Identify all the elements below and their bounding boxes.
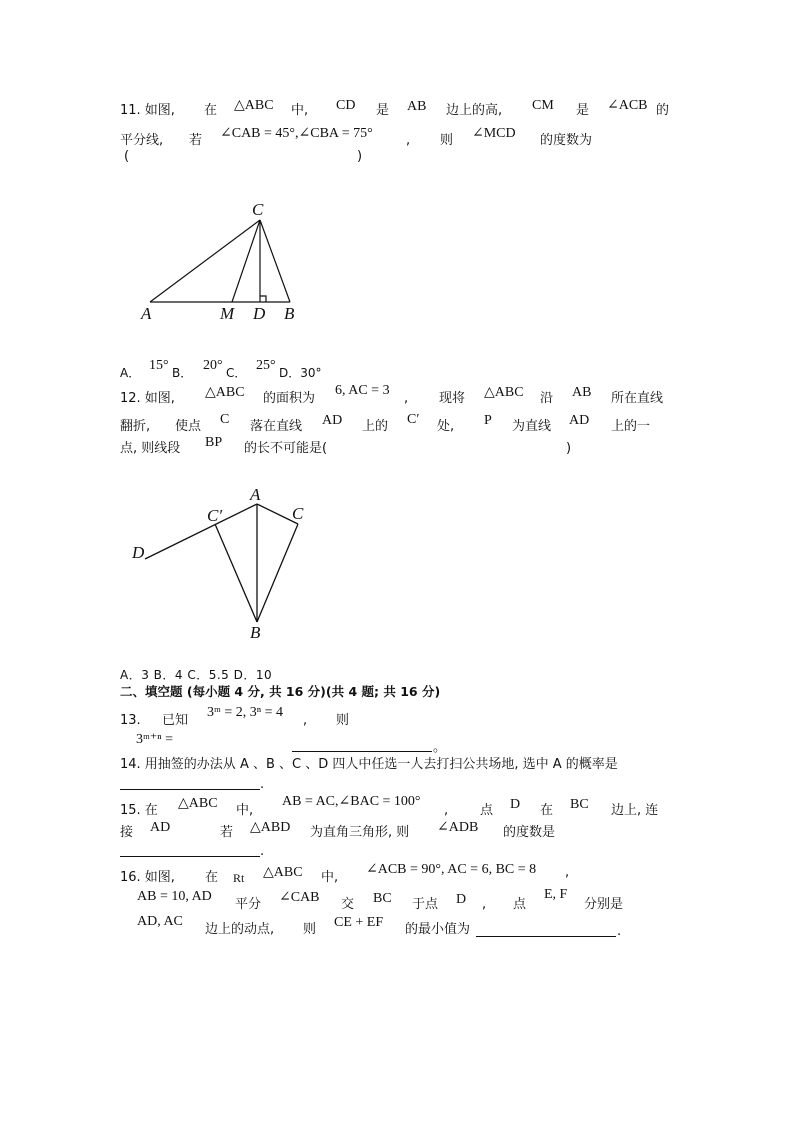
q12-triangle-abc: △ABC	[205, 385, 245, 400]
q11-text-ze: 则	[440, 133, 454, 148]
q11-choice-d: D．30°	[279, 366, 322, 380]
segment-cprime-b	[215, 524, 257, 622]
q11-choice-c-value: 25°	[256, 358, 276, 373]
q16-triangle-abc: △ABC	[263, 865, 303, 880]
q13-number: 13.	[120, 713, 141, 728]
q11-comma: ,	[406, 133, 411, 148]
q12-label-d: D	[132, 543, 145, 562]
q15-text-jie: 接	[120, 825, 134, 840]
q16-condition-2: AB = 10, AD	[137, 889, 212, 904]
q16-rt: Rt	[233, 871, 245, 885]
line-da	[145, 504, 257, 559]
q14-text: 14. 用抽签的办法从 A 、B 、C 、D 四人中任选一人去打扫公共场地, 选中 A 的概率是	[120, 757, 618, 772]
q12-triangle-abc-2: △ABC	[484, 385, 524, 400]
q12-text-luozai: 落在直线	[250, 419, 303, 434]
q11-paren-open: (	[124, 149, 130, 164]
q16-end: .	[617, 924, 622, 939]
q15-text-dian: 点	[480, 803, 494, 818]
q16-text-yudian: 于点	[412, 897, 439, 912]
q15-text-bianshang: 边上, 连	[611, 803, 659, 818]
q16-text-zhong: 中,	[321, 870, 339, 885]
q16-bc: BC	[373, 891, 392, 906]
q16-text-zuixiao: 的最小值为	[405, 922, 471, 937]
q11-cd: CD	[336, 98, 356, 113]
q16-angle-cab: ∠CAB	[279, 890, 320, 905]
q15-text-dushu: 的度数是	[503, 825, 556, 840]
q12-value: 6, AC = 3	[335, 383, 390, 398]
q11-text-ruo: 若	[189, 133, 203, 148]
q12-text-changdu: 的长不可能是(	[244, 441, 328, 456]
q11-angle-mcd: ∠MCD	[472, 126, 516, 141]
q12-text-shangde: 上的	[362, 419, 389, 434]
q15-text-zai: 在	[540, 803, 554, 818]
q12-text-shidian: 使点	[175, 419, 202, 434]
q16-d: D	[456, 892, 467, 907]
q12-ad: AD	[322, 413, 343, 428]
segment-cb	[257, 524, 298, 622]
q12-number: 12. 如图,	[120, 391, 175, 406]
q15-angle-adb: ∠ADB	[437, 820, 479, 835]
q16-condition: ∠ACB = 90°, AC = 6, BC = 8	[366, 862, 537, 877]
q11-paren-close: )	[357, 149, 363, 164]
q11-choice-a-value: 15°	[149, 358, 169, 373]
q12-paren-close: )	[566, 441, 572, 456]
q11-text-bian-gao: 边上的高,	[446, 103, 503, 118]
q16-text-pingfen: 平分	[235, 897, 262, 912]
q11-condition: ∠CAB = 45°,∠CBA = 75°	[220, 126, 373, 141]
q15-text-zhijiao: 为直角三角形, 则	[310, 825, 410, 840]
q13-text-ze: 则	[336, 713, 350, 728]
q11-label-a: A	[141, 304, 152, 323]
q12-ab: AB	[572, 385, 592, 400]
q12-text-suozai: 所在直线	[611, 391, 664, 406]
q16-ce-plus-ef: CE + EF	[334, 915, 384, 930]
q16-text-dian: 点	[513, 897, 527, 912]
q16-text-fenbie: 分别是	[584, 897, 624, 912]
q11-label-c: C	[252, 200, 264, 219]
section-2-heading: 二、填空题 (每小题 4 分, 共 16 分)(共 4 题; 共 16 分)	[120, 684, 441, 699]
q11-text-zai: 在	[204, 103, 218, 118]
q15-text-ruo: 若	[220, 825, 234, 840]
q12-label-c-prime: C′	[207, 506, 223, 525]
q13-end: 。	[433, 740, 447, 755]
q11-choice-a: A．	[120, 366, 141, 380]
q11-text-pfx: 平分线,	[120, 133, 164, 148]
q15-ad: AD	[150, 820, 171, 835]
q11-triangle-abc: △ABC	[234, 98, 274, 113]
q12-label-b: B	[250, 623, 261, 642]
q15-condition: AB = AC,∠BAC = 100°	[282, 794, 421, 809]
q11-label-m: M	[220, 304, 235, 323]
q15-text-zhong: 中,	[236, 803, 254, 818]
q13-expression: 3ᵐ⁺ⁿ =	[136, 732, 174, 747]
q16-ef: E, F	[544, 887, 568, 902]
q11-text-zhong: 中,	[291, 103, 309, 118]
q11-label-b: B	[284, 304, 295, 323]
q11-choice-b-value: 20°	[203, 358, 223, 373]
q13-text-yizhi: 已知	[162, 713, 189, 728]
q16-comma-2: ,	[482, 897, 487, 912]
q12-p: P	[484, 413, 492, 428]
q15-triangle-abd: △ABD	[250, 820, 291, 835]
q13-comma: ,	[303, 713, 308, 728]
q11-ab: AB	[407, 99, 427, 114]
q13-answer-blank[interactable]	[292, 751, 432, 752]
q16-text-ze: 则	[303, 922, 317, 937]
q12-text-chu: 处,	[437, 419, 455, 434]
q11-text-dushu: 的度数为	[540, 133, 593, 148]
q15-end: .	[260, 844, 265, 859]
q12-text-weizhixian: 为直线	[512, 419, 552, 434]
q14-answer-blank[interactable]	[120, 789, 260, 790]
q15-bc: BC	[570, 797, 589, 812]
q12-choices: A．3 B．4 C．5.5 D．10	[120, 668, 273, 682]
q15-d: D	[510, 797, 521, 812]
q16-number: 16. 如图,	[120, 870, 175, 885]
q12-label-c: C	[292, 504, 304, 523]
q12-text-dian: 点, 则线段	[120, 441, 181, 456]
q11-text-de: 的	[656, 103, 670, 118]
q15-comma: ,	[444, 803, 449, 818]
q12-c: C	[220, 412, 230, 427]
q16-ad-ac: AD, AC	[137, 914, 183, 929]
q16-answer-blank[interactable]	[476, 936, 616, 937]
q11-choice-b: B．	[172, 366, 193, 380]
q11-cm: CM	[532, 98, 554, 113]
q12-bp: BP	[205, 435, 223, 450]
q12-text-shangdeyi: 上的一	[611, 419, 651, 434]
q16-text-zai: 在	[205, 870, 219, 885]
q14-end: .	[260, 777, 265, 792]
q12-c-prime: C′	[407, 412, 420, 427]
q11-number: 11. 如图,	[120, 103, 175, 118]
q15-triangle-abc: △ABC	[178, 796, 218, 811]
q16-comma: ,	[565, 865, 570, 880]
q15-answer-blank[interactable]	[120, 856, 260, 857]
q16-text-jiao: 交	[341, 897, 355, 912]
q16-text-bianshang: 边上的动点,	[205, 922, 275, 937]
q13-condition: 3ᵐ = 2, 3ⁿ = 4	[207, 705, 284, 720]
q12-text-xianjiang: 现将	[439, 391, 466, 406]
q11-choice-c: C．	[226, 366, 247, 380]
q11-text-shi2: 是	[576, 103, 590, 118]
q12-text-area: 的面积为	[263, 391, 316, 406]
q11-label-d: D	[253, 304, 266, 323]
q12-text-yan: 沿	[540, 391, 554, 406]
q12-label-a: A	[250, 485, 261, 504]
q12-text-fanzhe: 翻折,	[120, 419, 151, 434]
q11-angle-acb: ∠ACB	[607, 98, 648, 113]
q11-text-shi1: 是	[376, 103, 390, 118]
q12-ad-2: AD	[569, 413, 590, 428]
q15-number: 15. 在	[120, 803, 158, 818]
q12-comma: ,	[404, 391, 409, 406]
